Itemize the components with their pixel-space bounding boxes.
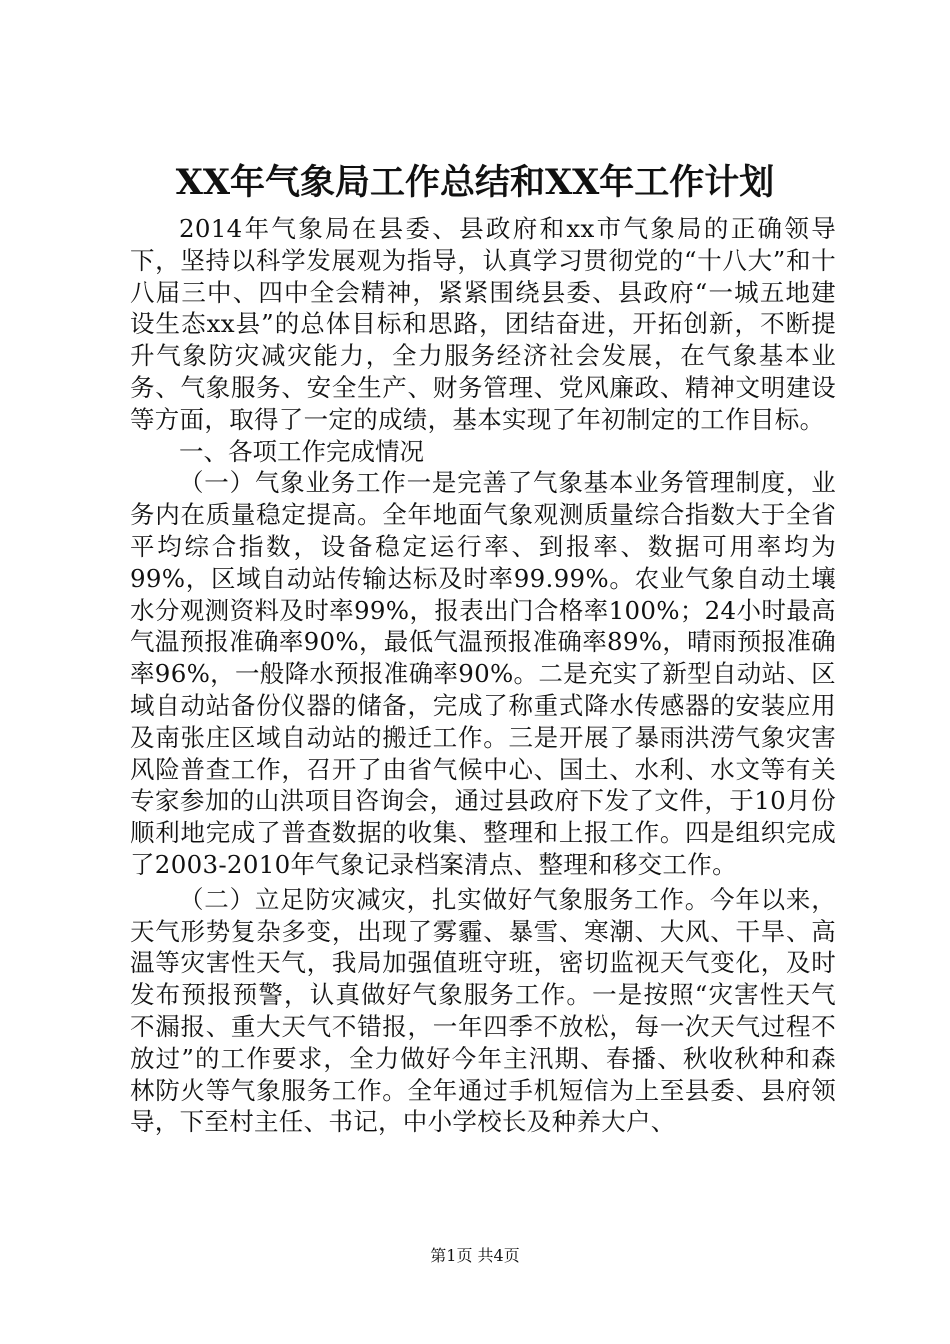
document-body	[130, 213, 836, 1138]
document-title: XX年气象局工作总结和XX年工作计划	[175, 162, 775, 203]
part-two-paragraph: （二）立足防灾减灾，扎实做好气象服务工作。今年以来，天气形势复杂多变，出现了雾霾、暴雪、寒潮、大风、干旱、高温等灾害性天气，我局加强值班守班，密切监视天气变化，及时发布预报预警，认真做好气象服务工作。一是按照“灾害性天气不漏报、重大天气不错报，一年四季不放松，每一次天气过程不放过”的工作要求，全力做好今年主汛期、春播、秋收秋种和森林防火等气象服务工作。全年通过手机短信为上至县委、县府领导，下至村主任、书记，中小学校长及种养大户、	[130, 884, 836, 1137]
page-number-footer: 第1页 共4页	[430, 1246, 520, 1265]
part-one-paragraph: （一）气象业务工作一是完善了气象基本业务管理制度，业务内在质量稳定提高。全年地面气象观测质量综合指数大于全省平均综合指数，设备稳定运行率、到报率、数据可用率均为99%，区域自动站传输达标及时率99.99%。农业气象自动土壤水分观测资料及时率99%，报表出门合格率100%；24小时最高气温预报准确率90%，最低气温预报准确率89%，晴雨预报准确率96%，一般降水预报准确率90%。二是充实了新型自动站、区域自动站备份仪器的储备，完成了称重式降水传感器的安装应用及南张庄区域自动站的搬迁工作。三是开展了暴雨洪涝气象灾害风险普查工作，召开了由省气候中心、国土、水利、水文等有关专家参加的山洪项目咨询会，通过县政府下发了文件，于10月份顺利地完成了普查数据的收集、整理和上报工作。四是组织完成了2003-2010年气象记录档案清点、整理和移交工作。	[130, 468, 836, 879]
section-heading: 一、各项工作完成情况	[179, 436, 424, 466]
intro-paragraph: 2014年气象局在县委、县政府和xx市气象局的正确领导下，坚持以科学发展观为指导，认真学习贯彻党的“十八大”和十八届三中、四中全会精神，紧紧围绕县委、县政府“一城五地建设生态xx县”的总体目标和思路，团结奋进，开拓创新，不断提升气象防灾减灾能力，全力服务经济社会发展，在气象基本业务、气象服务、安全生产、财务管理、党风廉政、精神文明建设等方面，取得了一定的成绩，基本实现了年初制定的工作目标。	[130, 214, 836, 434]
